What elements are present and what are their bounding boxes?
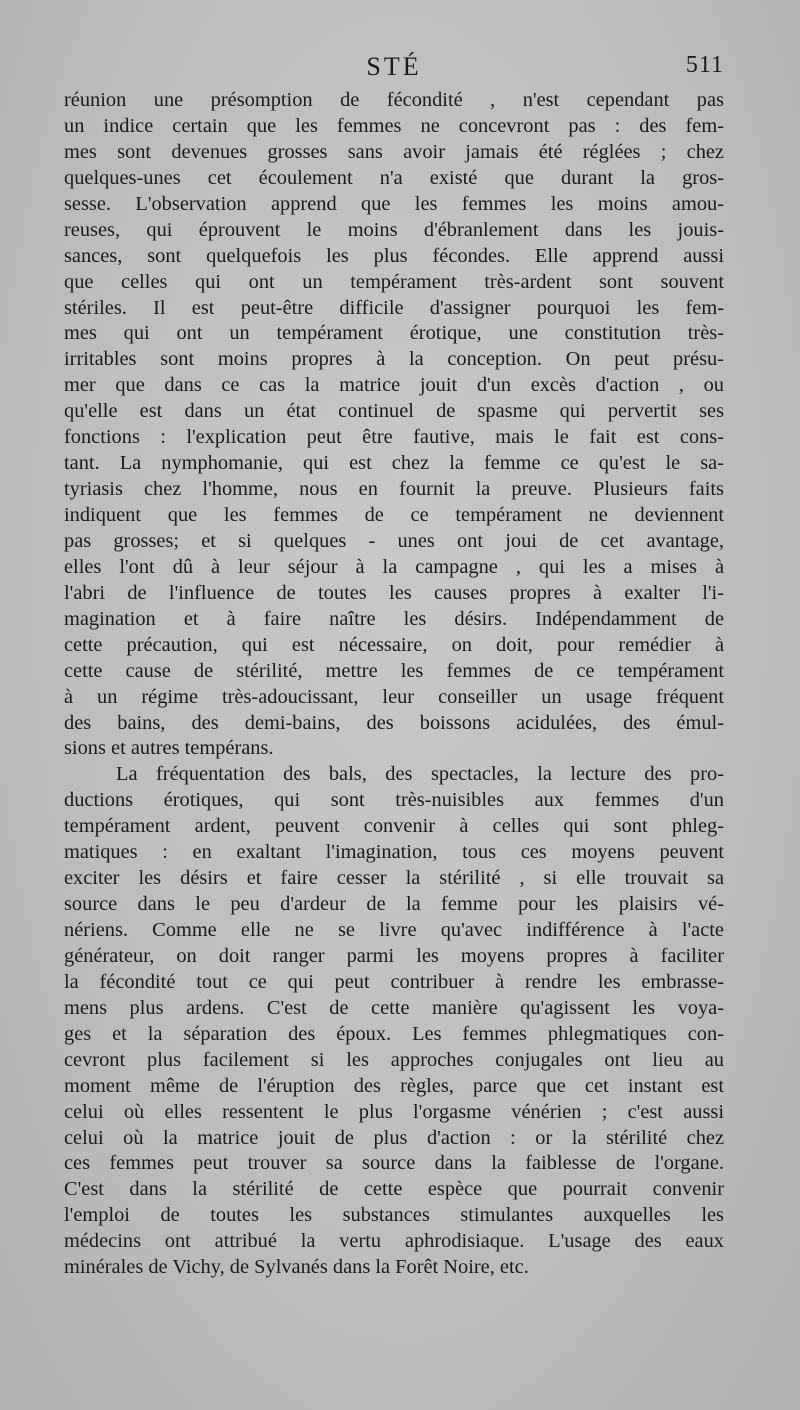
text-line: fonctions : l'explication peut être fautive, mais le fait est cons- <box>64 426 724 449</box>
text-line: La fréquentation des bals, des spectacles, la lecture des pro- <box>116 763 724 786</box>
body-text <box>64 88 724 1281</box>
text-line: sions et autres tempérans. <box>64 737 274 760</box>
text-line: irritables sont moins propres à la conception. On peut présu- <box>64 348 724 371</box>
text-line: exciter les désirs et faire cesser la stérilité , si elle trouvait sa <box>64 867 724 890</box>
text-line: cevront plus facilement si les approches conjugales ont lieu au <box>64 1048 724 1071</box>
text-line: stériles. Il est peut-être difficile d'assigner pourquoi les fem- <box>64 296 724 319</box>
text-line: cette cause de stérilité, mettre les femmes de ce tempérament <box>64 659 724 682</box>
text-line: nériens. Comme elle ne se livre qu'avec indifférence à l'acte <box>64 919 724 941</box>
text-line: générateur, on doit ranger parmi les moyens propres à faciliter <box>64 944 724 967</box>
text-line: l'emploi de toutes les substances stimulantes auxquelles les <box>64 1204 724 1227</box>
text-line: ces femmes peut trouver sa source dans la faiblesse de l'organe. <box>64 1152 724 1175</box>
text-line: matiques : en exaltant l'imagination, tous ces moyens peuvent <box>64 841 724 864</box>
text-line: celui où la matrice jouit de plus d'action : or la stérilité chez <box>64 1126 724 1149</box>
text-line: à un régime très-adoucissant, leur conseiller un usage fréquent <box>64 685 724 708</box>
text-line: indiquent que les femmes de ce tempérament ne deviennent <box>64 504 724 526</box>
text-line: pas grosses; et si quelques - unes ont joui de cet avantage, <box>64 529 724 552</box>
text-line: reuses, qui éprouvent le moins d'ébranlement dans les jouis- <box>64 218 724 241</box>
page-number: 511 <box>685 52 724 78</box>
text-line: ges et la séparation des époux. Les femmes phlegmatiques con- <box>64 1022 724 1045</box>
text-line: sesse. L'observation apprend que les femmes les moins amou- <box>64 192 724 215</box>
text-line: ductions érotiques, qui sont très-nuisibles aux femmes d'un <box>64 789 724 812</box>
text-line: l'abri de l'influence de toutes les causes propres à exalter l'i- <box>64 581 724 604</box>
text-line: mes qui ont un tempérament érotique, une constitution très- <box>64 322 724 345</box>
text-line: tant. La nymphomanie, qui est chez la femme ce qu'est le sa- <box>64 452 724 475</box>
text-line: elles l'ont dû à leur séjour à la campagne , qui les a mises à <box>64 555 724 578</box>
text-line: moment même de l'éruption des règles, parce que cet instant est <box>64 1074 724 1097</box>
text-line: sances, sont quelquefois les plus fécondes. Elle apprend aussi <box>64 244 724 267</box>
text-line: qu'elle est dans un état continuel de spasme qui pervertit ses <box>64 400 724 423</box>
running-head <box>64 52 724 82</box>
text-line: C'est dans la stérilité de cette espèce que pourrait convenir <box>64 1178 724 1201</box>
text-line: tempérament ardent, peuvent convenir à celles qui sont phleg- <box>64 815 724 838</box>
text-line: la fécondité tout ce qui peut contribuer à rendre les embrasse- <box>64 970 724 993</box>
text-line: mes sont devenues grosses sans avoir jamais été réglées ; chez <box>64 140 724 163</box>
running-title: STÉ <box>366 52 422 81</box>
text-line: médecins ont attribué la vertu aphrodisiaque. L'usage des eaux <box>64 1230 724 1253</box>
text-line: quelques-unes cet écoulement n'a existé que durant la gros- <box>64 166 724 189</box>
text-line: magination et à faire naître les désirs. Indépendamment de <box>64 607 724 630</box>
text-line: celui où elles ressentent le plus l'orgasme vénérien ; c'est aussi <box>64 1100 724 1123</box>
paragraph-2 <box>64 762 724 1281</box>
text-line: mer que dans ce cas la matrice jouit d'un excès d'action , ou <box>64 374 724 397</box>
text-line: tyriasis chez l'homme, nous en fournit la preuve. Plusieurs faits <box>64 478 724 501</box>
text-line: mens plus ardens. C'est de cette manière qu'agissent les voya- <box>64 996 724 1019</box>
paragraph-1 <box>64 88 724 762</box>
text-line: minérales de Vichy, de Sylvanés dans la Forêt Noire, etc. <box>64 1256 529 1279</box>
text-line: que celles qui ont un tempérament très-ardent sont souvent <box>64 270 724 293</box>
text-line: un indice certain que les femmes ne concevront pas : des fem- <box>64 114 724 137</box>
text-line: des bains, des demi-bains, des boissons acidulées, des émul- <box>64 711 724 734</box>
text-line: source dans le peu d'ardeur de la femme pour les plaisirs vé- <box>64 893 724 916</box>
text-line: cette précaution, qui est nécessaire, on doit, pour remédier à <box>64 633 724 656</box>
text-line: réunion une présomption de fécondité , n'est cependant pas <box>64 89 724 111</box>
